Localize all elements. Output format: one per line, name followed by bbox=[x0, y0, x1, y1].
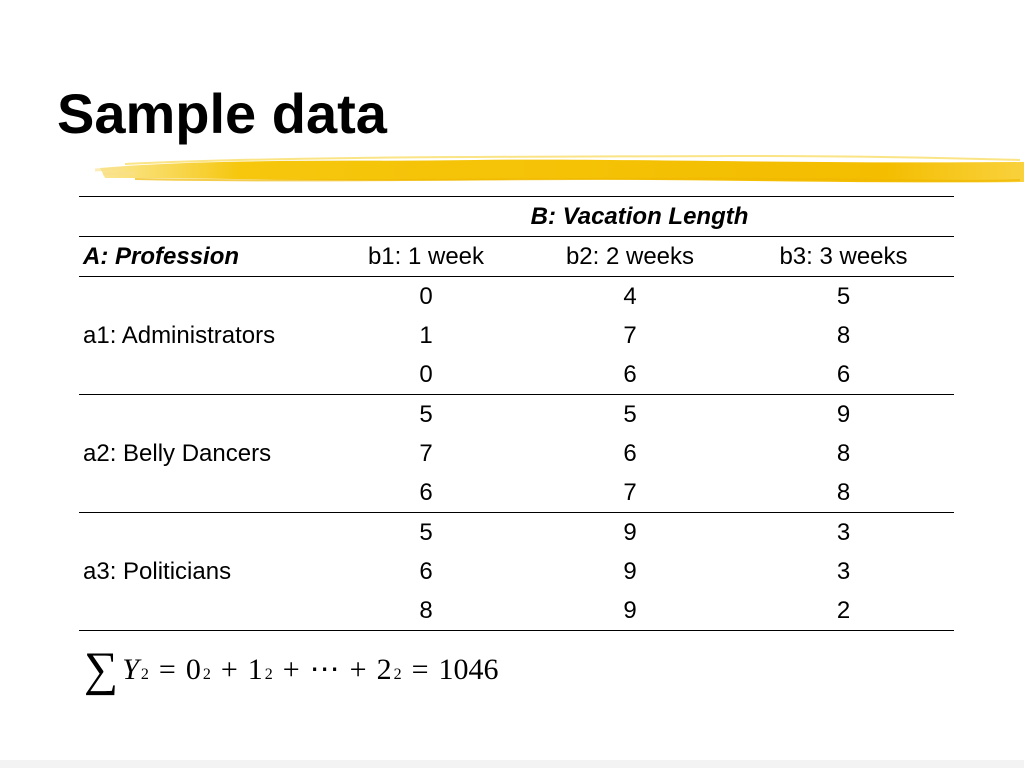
vacation-length-header: B: Vacation Length bbox=[325, 197, 954, 237]
profession-header: A: Profession bbox=[79, 237, 325, 277]
table-cell: 9 bbox=[623, 558, 637, 585]
formula-exponent: 2 bbox=[202, 666, 211, 683]
table-cell: 7 bbox=[527, 473, 733, 513]
table-cell: 5 bbox=[836, 283, 851, 310]
table-cell: 2 bbox=[733, 591, 954, 631]
table-cell: 9 bbox=[836, 401, 851, 428]
formula-term: 2 bbox=[376, 653, 392, 686]
table-row bbox=[79, 395, 954, 435]
table-cell: 7 bbox=[419, 440, 433, 467]
table-cell: 5 bbox=[419, 401, 433, 428]
table-cell: 9 bbox=[527, 591, 733, 631]
column-header-b3: b3: 3 weeks bbox=[733, 237, 954, 277]
sigma-symbol: ∑ bbox=[84, 643, 119, 696]
group-label-a2: a2: Belly Dancers bbox=[79, 395, 325, 513]
table-cell: 6 bbox=[733, 355, 954, 395]
group-label-a3: a3: Politicians bbox=[79, 513, 325, 631]
formula-plus: + bbox=[220, 653, 238, 686]
group-label-a1: a1: Administrators bbox=[79, 277, 325, 395]
table-cell: 7 bbox=[623, 322, 637, 349]
table-cell: 8 bbox=[836, 322, 851, 349]
bottom-strip-decoration bbox=[0, 760, 1024, 768]
table-cell: 8 bbox=[836, 440, 851, 467]
formula-exponent: 2 bbox=[140, 666, 149, 683]
formula-variable: Y bbox=[122, 653, 139, 686]
table-cell: 3 bbox=[836, 519, 851, 546]
formula-term: 0 bbox=[185, 653, 201, 686]
column-header-b2: b2: 2 weeks bbox=[527, 237, 733, 277]
table-cell: 5 bbox=[623, 401, 637, 428]
formula-equals: = bbox=[411, 653, 429, 686]
table-cell: 6 bbox=[527, 355, 733, 395]
table-cell: 0 bbox=[419, 283, 433, 310]
table-cell: 8 bbox=[733, 473, 954, 513]
table-cell: 9 bbox=[623, 519, 637, 546]
header-row-columns bbox=[79, 237, 954, 277]
formula-equals: = bbox=[158, 653, 176, 686]
table-cell: 6 bbox=[623, 440, 637, 467]
table-cell: 8 bbox=[325, 591, 527, 631]
header-empty-cell bbox=[79, 197, 325, 237]
table-cell: 4 bbox=[623, 283, 637, 310]
data-table bbox=[79, 196, 954, 631]
header-row-spanning bbox=[79, 197, 954, 237]
table-row bbox=[79, 513, 954, 553]
column-header-b1: b1: 1 week bbox=[325, 237, 527, 277]
table-row bbox=[79, 277, 954, 317]
formula-result: 1046 bbox=[438, 653, 499, 686]
table-cell: 1 bbox=[419, 322, 433, 349]
table-cell: 0 bbox=[325, 355, 527, 395]
slide-title: Sample data bbox=[57, 82, 387, 145]
formula-plus: + bbox=[349, 653, 367, 686]
formula-exponent: 2 bbox=[393, 666, 402, 683]
formula-ellipsis: ⋯ bbox=[309, 653, 340, 686]
formula-term: 1 bbox=[247, 653, 263, 686]
table-cell: 6 bbox=[419, 558, 433, 585]
table-cell: 6 bbox=[325, 473, 527, 513]
sum-of-squares-formula bbox=[84, 640, 499, 696]
table-cell: 5 bbox=[419, 519, 433, 546]
table-cell: 3 bbox=[836, 558, 851, 585]
formula-exponent: 2 bbox=[264, 666, 273, 683]
highlighter-stroke-decoration bbox=[95, 148, 1024, 190]
formula-plus: + bbox=[282, 653, 300, 686]
